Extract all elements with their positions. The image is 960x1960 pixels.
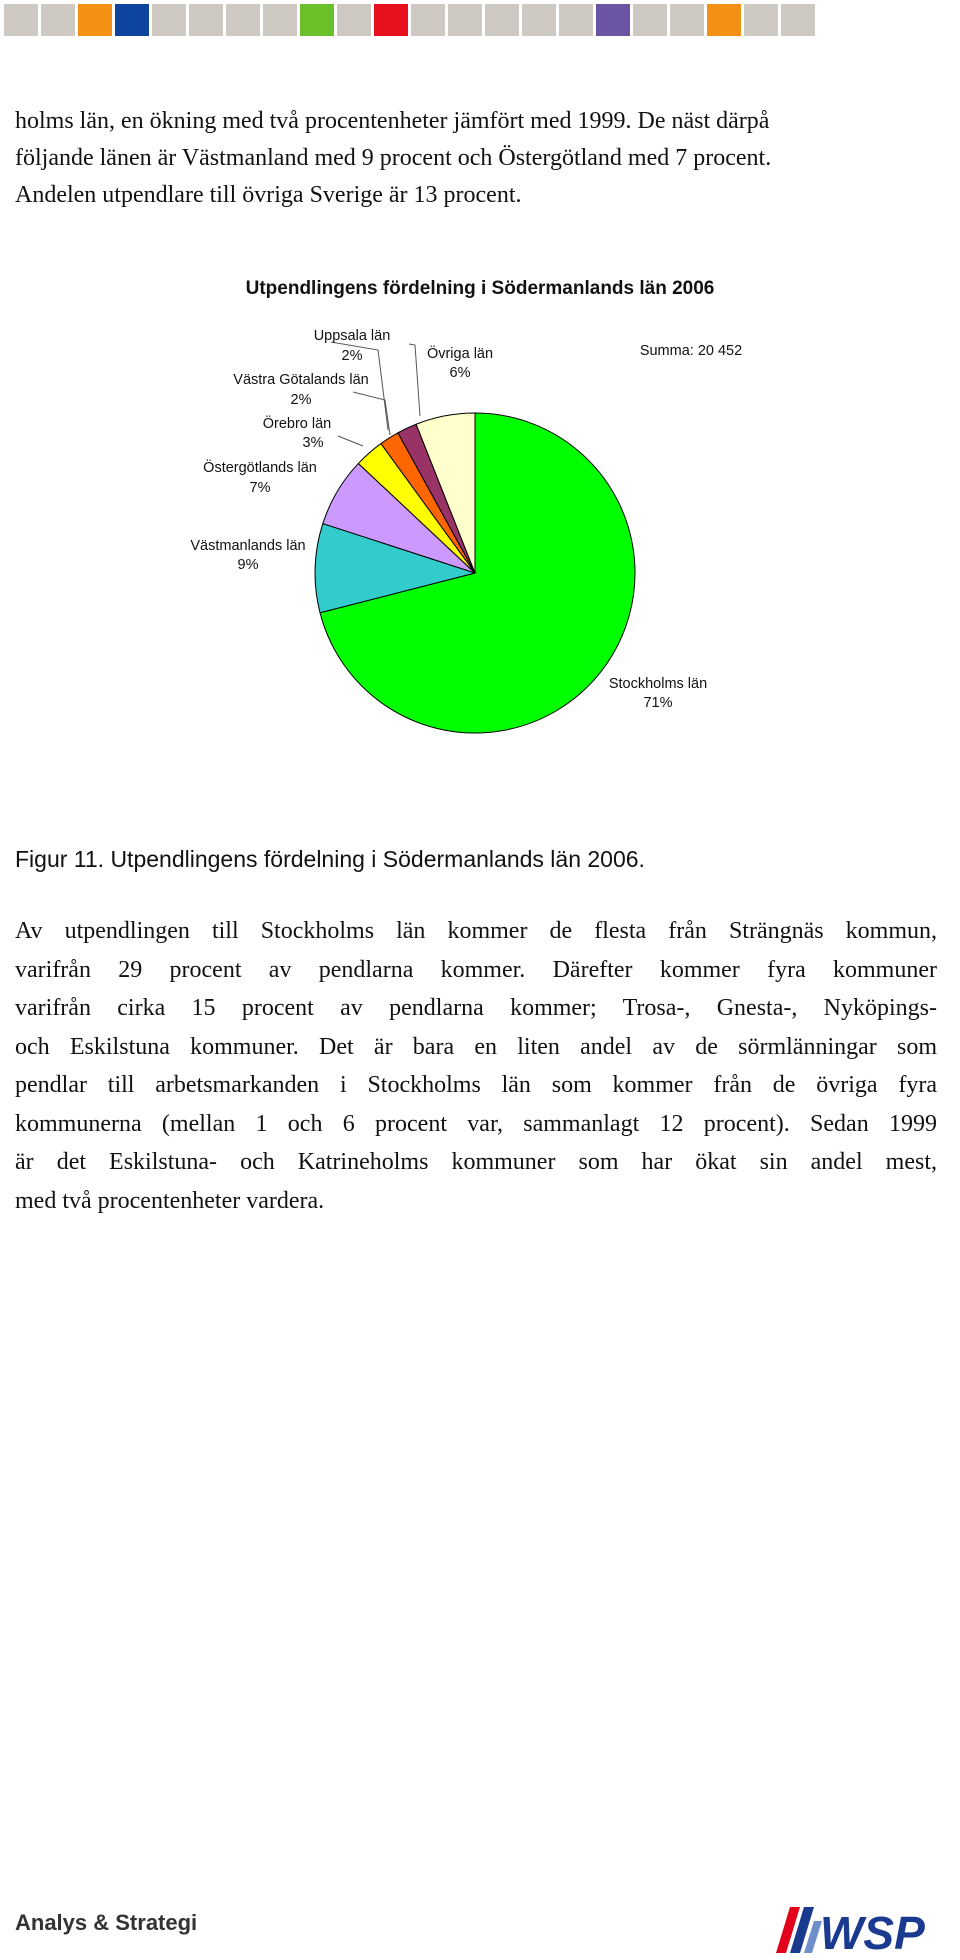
body-line: kommunerna (mellan 1 och 6 procent var, sammanlagt 12 procent). Sedan 1999	[15, 1110, 937, 1137]
chart-title: Utpendlingens fördelning i Södermanlands län 2006	[245, 278, 715, 299]
wsp-logo	[766, 1895, 960, 1960]
body-paragraph	[15, 912, 937, 1220]
intro-line: holms län, en ökning med två procentenheter jämfört med 1999. De näst därpå	[15, 108, 770, 134]
label-vastmanland-name: Västmanlands län	[190, 538, 306, 554]
label-uppsala-value: 2%	[341, 348, 363, 364]
label-ostergotland-value: 7%	[249, 480, 271, 496]
logo-wordmark: WSP	[820, 1907, 925, 1959]
intro-line: Andelen utpendlare till övriga Sverige är 13 procent.	[15, 182, 522, 208]
body-line: pendlar till arbetsmarkanden i Stockholms län som kommer från de övriga fyra	[15, 1072, 937, 1098]
body-line: varifrån 29 procent av pendlarna kommer. Därefter kommer fyra kommuner	[15, 956, 937, 983]
figure-caption: Figur 11. Utpendlingens fördelning i Södermanlands län 2006.	[15, 846, 645, 872]
pie-chart	[0, 0, 960, 800]
chart-total-label: Summa: 20 452	[639, 343, 743, 359]
label-vastra-gotaland-value: 2%	[290, 392, 312, 408]
label-vastmanland-value: 9%	[237, 557, 259, 573]
body-line: Av utpendlingen till Stockholms län kommer de flesta från Strängnäs kommun,	[15, 918, 937, 944]
label-uppsala-name: Uppsala län	[313, 328, 391, 344]
label-orebro-name: Örebro län	[262, 416, 332, 432]
label-stockholm-name: Stockholms län	[608, 676, 708, 692]
footer-brand-text: Analys & Strategi	[15, 1910, 198, 1935]
body-line: varifrån cirka 15 procent av pendlarna kommer; Trosa-, Gnesta-, Nyköpings-	[15, 995, 937, 1021]
body-line: med två procentenheter vardera.	[15, 1187, 325, 1214]
label-stockholm-value: 71%	[643, 695, 673, 711]
label-orebro-value: 3%	[302, 435, 324, 451]
label-ovriga-value: 6%	[449, 365, 471, 381]
label-ostergotland-name: Östergötlands län	[203, 460, 317, 476]
label-vastra-gotaland-name: Västra Götalands län	[233, 372, 369, 388]
label-ovriga-name: Övriga län	[426, 346, 494, 362]
body-line: är det Eskilstuna- och Katrineholms kommuner som har ökat sin andel mest,	[15, 1149, 937, 1175]
body-line: och Eskilstuna kommuner. Det är bara en liten andel av de sörmlänningar som	[15, 1033, 937, 1060]
intro-line: följande länen är Västmanland med 9 procent och Östergötland med 7 procent.	[15, 145, 772, 171]
leader-line-orebro	[338, 436, 363, 446]
leader-line-ovriga	[409, 344, 420, 416]
